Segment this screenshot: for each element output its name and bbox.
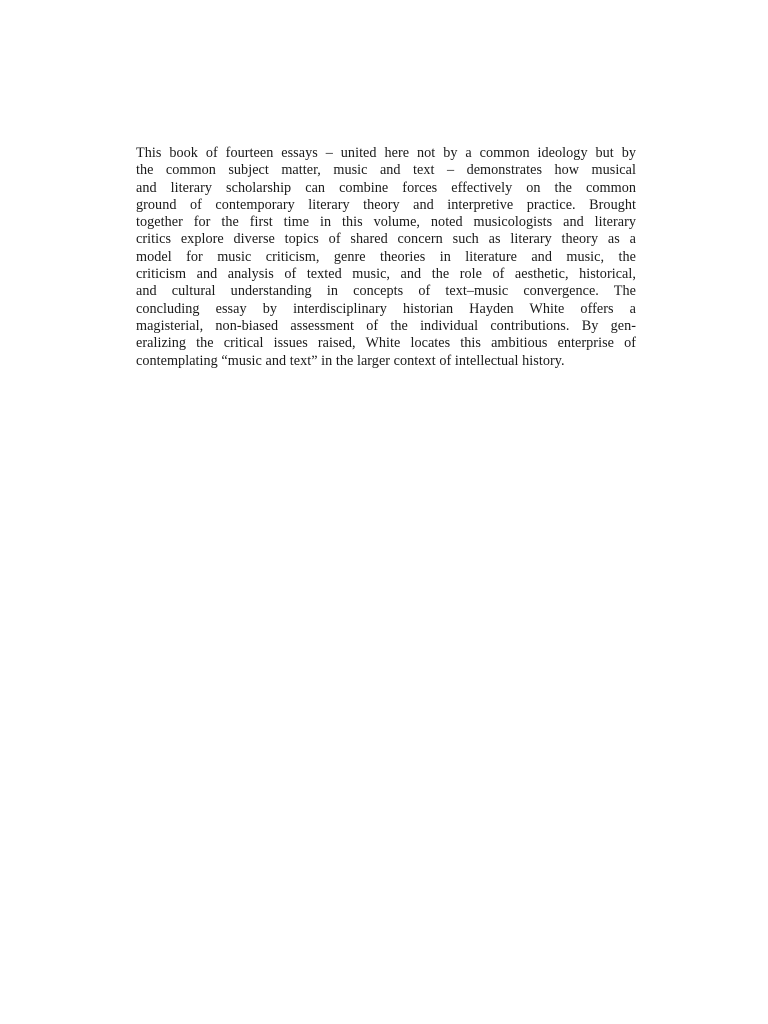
description-line-10: concluding essay by interdisciplinary historian Hayden White offers a — [136, 300, 636, 317]
book-description — [136, 145, 636, 370]
description-line-4: ground of contemporary literary theory and interpretive practice. Brought — [136, 196, 636, 213]
description-line-1: This book of fourteen essays – united here not by a common ideology but by — [136, 145, 636, 161]
description-line-9: and cultural understanding in concepts of text–music convergence. The — [136, 283, 636, 300]
description-line-12: eralizing the critical issues raised, White locates this ambitious enterprise of — [136, 335, 636, 352]
description-line-3: and literary scholarship can combine forces effectively on the common — [136, 179, 636, 196]
description-line-8: criticism and analysis of texted music, and the role of aesthetic, historical, — [136, 266, 636, 283]
description-line-2: the common subject matter, music and text – demonstrates how musical — [136, 162, 636, 179]
description-line-11: magisterial, non-biased assessment of the individual contributions. By gen- — [136, 317, 636, 334]
description-line-5: together for the first time in this volume, noted musicologists and literary — [136, 214, 636, 231]
description-line-7: model for music criticism, genre theories in literature and music, the — [136, 248, 636, 265]
description-line-6: critics explore diverse topics of shared concern such as literary theory as a — [136, 231, 636, 248]
description-line-13: contemplating “music and text” in the larger context of intellectual history. — [136, 352, 565, 369]
